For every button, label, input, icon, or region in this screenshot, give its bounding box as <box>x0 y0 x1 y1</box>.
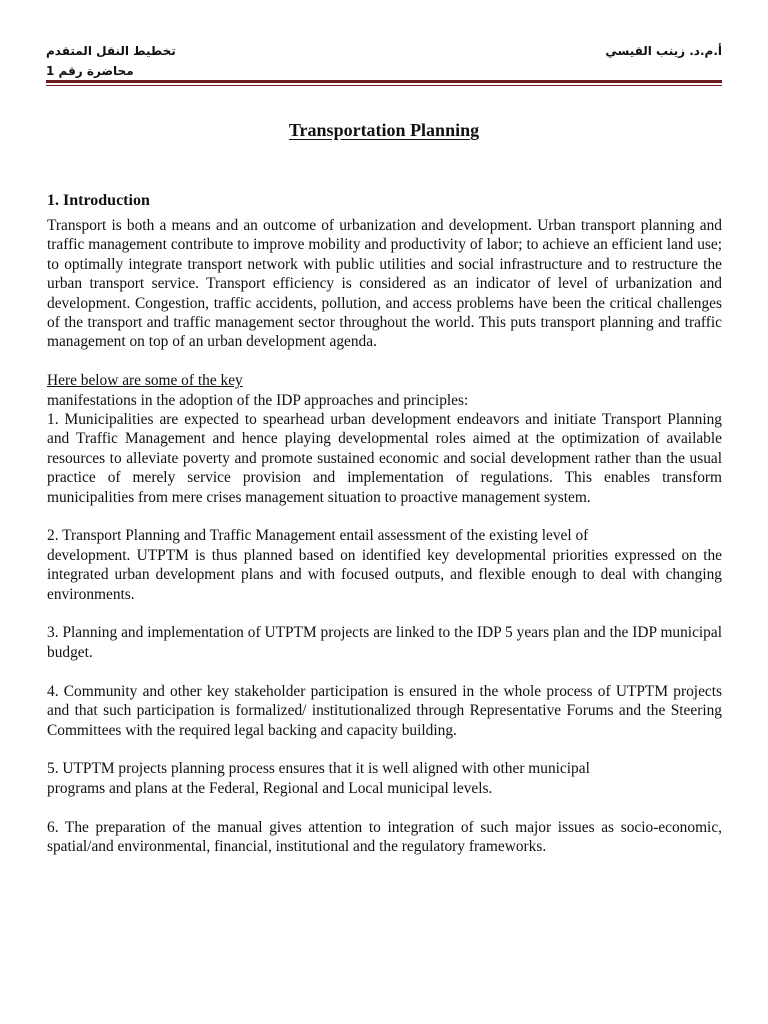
list-item-4: 4. Community and other key stakeholder participation is ensured in the whole process of UTPTM projects and that such participation is formalized/ institutionalized through Representative Forums and the Steering Committees with the required legal backing and capacity building. <box>47 682 722 739</box>
header-rule-thick <box>46 80 722 83</box>
header-rule-thin <box>46 85 722 86</box>
list-item-2-first-line: 2. Transport Planning and Traffic Management entail assessment of the existing level of <box>47 527 589 545</box>
intro-paragraph: Transport is both a means and an outcome of urbanization and development. Urban transport planning and traffic management contribute to improve mobility and productivity of labor; to achieve an efficient land use; to optimally integrate transport network with public utilities and social infrastructure and to restructure the urban transport service. Transport efficiency is considered as an indicator of level of urbanization and development. Congestion, traffic accidents, pollution, and access problems have been the critical challenges of the transport and traffic management sector throughout the world. This puts transport planning and traffic management on top of an urban development agenda. <box>47 217 722 351</box>
list-item-3: 3. Planning and implementation of UTPTM projects are linked to the IDP 5 years plan and the IDP municipal budget. <box>47 624 722 661</box>
header-course-info <box>46 41 176 81</box>
key-intro-line <box>47 371 722 390</box>
header-author <box>605 41 722 61</box>
spacer <box>47 740 722 759</box>
spacer <box>47 798 722 817</box>
key-intro-underlined: Here below are some of the key <box>47 372 243 390</box>
spacer <box>47 662 722 681</box>
spacer <box>47 507 722 526</box>
spacer <box>47 352 722 371</box>
list-item-6: 6. The preparation of the manual gives attention to integration of such major issues as socio-economic, spatial/and environmental, financial, institutional and the regulatory frameworks. <box>47 818 722 855</box>
document-body <box>47 190 722 856</box>
header-course-title: تخطيط النقل المتقدم <box>46 44 176 58</box>
list-item-2-rest: development. UTPTM is thus planned based on identified key developmental priorities expressed on the integrated urban development plans and with focused outputs, and flexible enough to deal with changing environments. <box>47 546 722 603</box>
header-author-name: أ.م.د. زينب القيسي <box>605 44 722 58</box>
section-heading: 1. Introduction <box>47 192 150 209</box>
document-title: Transportation Planning <box>288 120 480 140</box>
spacer <box>47 604 722 623</box>
list-item-5-line2: programs and plans at the Federal, Regional and Local municipal levels. <box>47 779 493 797</box>
key-intro-rest: manifestations in the adoption of the IDP approaches and principles: <box>47 391 469 409</box>
header-lecture-number: محاضرة رقم 1 <box>46 64 134 78</box>
list-item-5-line1: 5. UTPTM projects planning process ensures that it is well aligned with other municipal <box>47 760 590 778</box>
list-item-1: 1. Municipalities are expected to spearhead urban development endeavors and initiate Transport Planning and Traffic Management and hence playing developmental roles aimed at the optimization of available resources to alleviate poverty and promote sustained economic and social development rather than the usual practice of merely service provision and implementation of regulations. This enables transform municipalities from mere crises management situation to proactive management system. <box>47 411 722 506</box>
